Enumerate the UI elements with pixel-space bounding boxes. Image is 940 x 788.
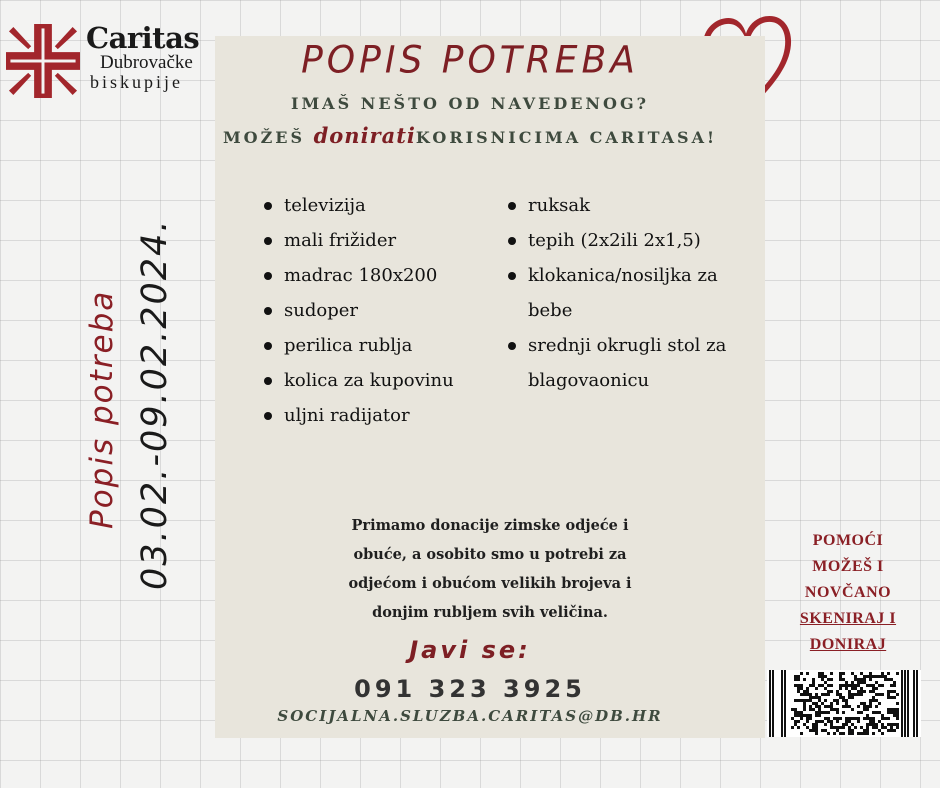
donate-link-scan[interactable]: SKENIRAJ I xyxy=(799,610,897,627)
contact-label: Javi se: xyxy=(409,636,531,664)
contact-email[interactable]: SOCIJALNA.SLUZBA.CARITAS@DB.HR xyxy=(277,707,663,725)
donate-link-donate[interactable]: DONIRAJ xyxy=(809,636,887,653)
qr-code-icon xyxy=(767,670,921,737)
side-date: 03.02.-09.02.2024. xyxy=(135,218,175,590)
list-item: sudoper xyxy=(260,293,490,328)
page-title: POPIS POTREBA xyxy=(301,38,639,83)
list-item: kolica za kupovinu xyxy=(260,363,490,398)
subtitle-suffix: KORISNICIMA CARITASA! xyxy=(415,128,718,147)
donate-line-3: NOVČANO xyxy=(804,584,892,601)
logo-line-3: biskupije xyxy=(90,72,183,92)
list-item: madrac 180x200 xyxy=(260,258,490,293)
subtitle-question: IMAŠ NEŠTO OD NAVEDENOG? xyxy=(290,94,650,113)
subtitle-prefix: MOŽEŠ xyxy=(222,128,314,147)
needs-list-right xyxy=(504,188,764,398)
subtitle-emphasis: donirati xyxy=(313,123,416,148)
list-item: ruksak xyxy=(504,188,764,223)
list-item: mali frižider xyxy=(260,223,490,258)
list-item: perilica rublja xyxy=(260,328,490,363)
list-item: tepih (2x2ili 2x1,5) xyxy=(504,223,764,258)
donation-note: Primamo donacije zimske odjeće i obuće, a osobito smo u potrebi za odjećom i obućom velikih brojeva i donjim rubljem svih veličina. xyxy=(348,517,632,621)
payment-qr-code[interactable] xyxy=(767,670,921,737)
needs-list-left xyxy=(260,188,490,433)
contact-phone[interactable]: 091 323 3925 xyxy=(354,675,586,703)
list-item: klokanica/nosiljka za bebe xyxy=(504,258,764,328)
donate-line-2: MOŽEŠ I xyxy=(812,558,884,575)
side-title: Popis potreba xyxy=(84,289,120,529)
list-item: uljni radijator xyxy=(260,398,490,433)
donate-callout xyxy=(783,528,913,658)
list-item: televizija xyxy=(260,188,490,223)
logo-name: Caritas xyxy=(86,21,200,55)
subtitle-donate xyxy=(0,123,940,148)
donate-line-1: POMOĆI xyxy=(812,532,884,549)
logo-line-2: Dubrovačke xyxy=(100,52,193,73)
list-item: srednji okrugli stol za blagovaonicu xyxy=(504,328,764,398)
